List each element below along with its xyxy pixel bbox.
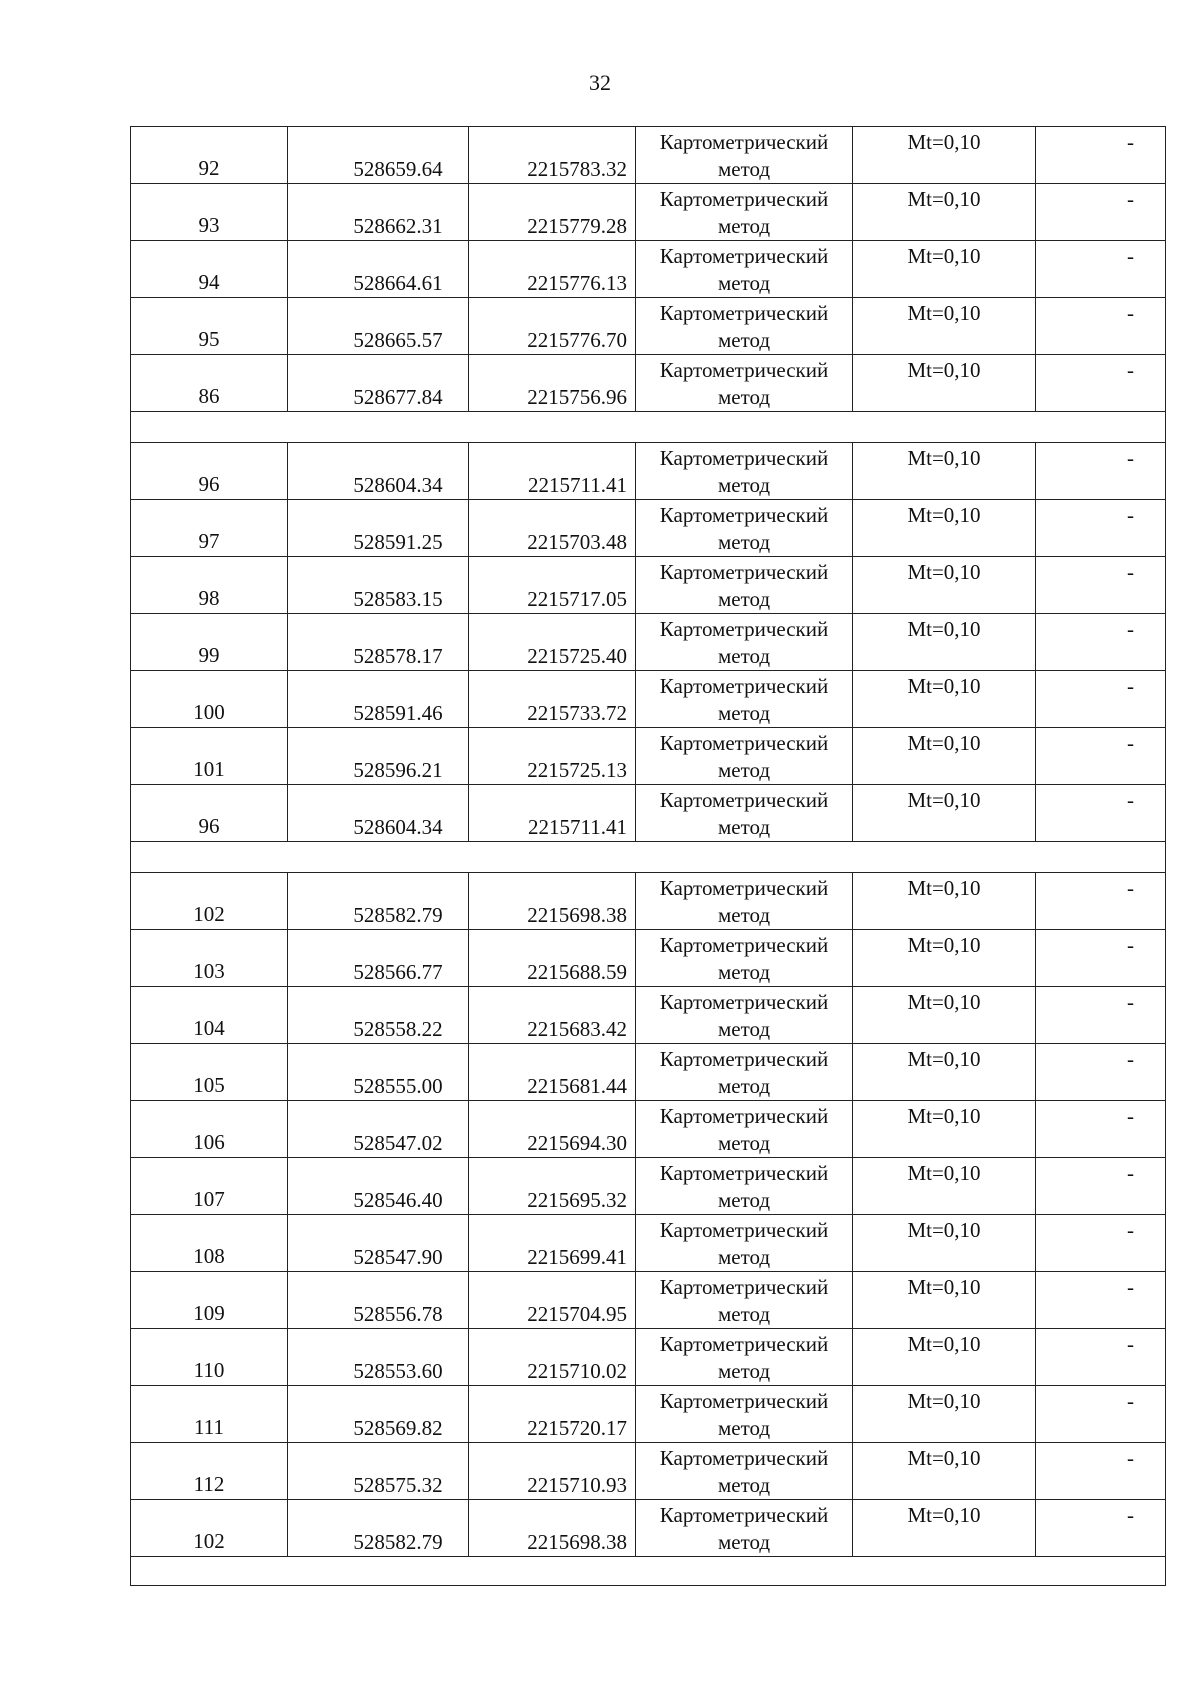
table-row xyxy=(131,728,1166,785)
method-text: Картометрический xyxy=(659,358,829,382)
table-row xyxy=(131,500,1166,557)
accuracy-cell: Mt=0,10 xyxy=(853,785,1036,842)
method-text: метод xyxy=(717,328,771,352)
note-cell: - xyxy=(1036,184,1166,241)
point-number-cell: 102 xyxy=(131,873,288,930)
method-cell xyxy=(636,443,853,500)
method-cell xyxy=(636,355,853,412)
point-number-cell: 102 xyxy=(131,1500,288,1557)
method-cell xyxy=(636,987,853,1044)
y-coordinate-cell: 2215756.96 xyxy=(469,355,636,412)
accuracy-cell: Mt=0,10 xyxy=(853,1443,1036,1500)
method-cell xyxy=(636,184,853,241)
note-cell: - xyxy=(1036,1272,1166,1329)
x-coordinate-cell: 528547.90 xyxy=(288,1215,469,1272)
x-coordinate-cell: 528604.34 xyxy=(288,785,469,842)
table-row xyxy=(131,1101,1166,1158)
x-coordinate-cell: 528569.82 xyxy=(288,1386,469,1443)
y-coordinate-cell: 2215704.95 xyxy=(469,1272,636,1329)
y-coordinate-cell: 2215698.38 xyxy=(469,873,636,930)
x-coordinate-cell: 528604.34 xyxy=(288,443,469,500)
method-cell xyxy=(636,1215,853,1272)
method-text: метод xyxy=(717,1530,771,1554)
y-coordinate-cell: 2215710.02 xyxy=(469,1329,636,1386)
method-text: Картометрический xyxy=(659,244,829,268)
y-coordinate-cell: 2215776.13 xyxy=(469,241,636,298)
method-cell xyxy=(636,127,853,184)
accuracy-cell: Mt=0,10 xyxy=(853,728,1036,785)
note-cell: - xyxy=(1036,930,1166,987)
note-cell: - xyxy=(1036,1101,1166,1158)
separator-cell xyxy=(131,412,1166,443)
note-cell: - xyxy=(1036,728,1166,785)
table-row xyxy=(131,443,1166,500)
point-number-cell: 96 xyxy=(131,785,288,842)
method-text: Картометрический xyxy=(659,503,829,527)
method-text: Картометрический xyxy=(659,1047,829,1071)
note-cell: - xyxy=(1036,443,1166,500)
x-coordinate-cell: 528555.00 xyxy=(288,1044,469,1101)
method-text: Картометрический xyxy=(659,560,829,584)
table-row xyxy=(131,1500,1166,1557)
x-coordinate-cell: 528578.17 xyxy=(288,614,469,671)
method-text: метод xyxy=(717,1359,771,1383)
y-coordinate-cell: 2215717.05 xyxy=(469,557,636,614)
note-cell: - xyxy=(1036,500,1166,557)
method-text: Картометрический xyxy=(659,731,829,755)
point-number-cell: 107 xyxy=(131,1158,288,1215)
method-text: Картометрический xyxy=(659,1218,829,1242)
method-text: Картометрический xyxy=(659,788,829,812)
method-cell xyxy=(636,873,853,930)
note-cell: - xyxy=(1036,355,1166,412)
y-coordinate-cell: 2215720.17 xyxy=(469,1386,636,1443)
method-text: метод xyxy=(717,1017,771,1041)
method-text: метод xyxy=(717,214,771,238)
contour-separator-row xyxy=(131,1557,1166,1586)
point-number-cell: 92 xyxy=(131,127,288,184)
method-text: метод xyxy=(717,1245,771,1269)
accuracy-cell: Mt=0,10 xyxy=(853,557,1036,614)
x-coordinate-cell: 528662.31 xyxy=(288,184,469,241)
point-number-cell: 94 xyxy=(131,241,288,298)
x-coordinate-cell: 528591.25 xyxy=(288,500,469,557)
x-coordinate-cell: 528556.78 xyxy=(288,1272,469,1329)
point-number-cell: 93 xyxy=(131,184,288,241)
point-number-cell: 101 xyxy=(131,728,288,785)
y-coordinate-cell: 2215695.32 xyxy=(469,1158,636,1215)
method-cell xyxy=(636,298,853,355)
y-coordinate-cell: 2215725.40 xyxy=(469,614,636,671)
method-text: метод xyxy=(717,644,771,668)
accuracy-cell: Mt=0,10 xyxy=(853,443,1036,500)
accuracy-cell: Mt=0,10 xyxy=(853,1329,1036,1386)
x-coordinate-cell: 528575.32 xyxy=(288,1443,469,1500)
y-coordinate-cell: 2215683.42 xyxy=(469,987,636,1044)
accuracy-cell: Mt=0,10 xyxy=(853,987,1036,1044)
accuracy-cell: Mt=0,10 xyxy=(853,930,1036,987)
table-row xyxy=(131,557,1166,614)
table-row xyxy=(131,1158,1166,1215)
method-cell xyxy=(636,1500,853,1557)
method-text: метод xyxy=(717,1473,771,1497)
x-coordinate-cell: 528582.79 xyxy=(288,1500,469,1557)
method-text: Картометрический xyxy=(659,674,829,698)
note-cell: - xyxy=(1036,1044,1166,1101)
x-coordinate-cell: 528591.46 xyxy=(288,671,469,728)
table-row xyxy=(131,614,1166,671)
method-text: метод xyxy=(717,1131,771,1155)
accuracy-cell: Mt=0,10 xyxy=(853,1158,1036,1215)
y-coordinate-cell: 2215779.28 xyxy=(469,184,636,241)
method-text: Картометрический xyxy=(659,876,829,900)
accuracy-cell: Mt=0,10 xyxy=(853,355,1036,412)
method-cell xyxy=(636,614,853,671)
separator-cell xyxy=(131,1557,1166,1586)
coordinates-table xyxy=(130,126,1166,1586)
note-cell: - xyxy=(1036,241,1166,298)
method-text: метод xyxy=(717,960,771,984)
accuracy-cell: Mt=0,10 xyxy=(853,184,1036,241)
table-row xyxy=(131,1272,1166,1329)
point-number-cell: 100 xyxy=(131,671,288,728)
method-text: Картометрический xyxy=(659,1332,829,1356)
accuracy-cell: Mt=0,10 xyxy=(853,1272,1036,1329)
y-coordinate-cell: 2215711.41 xyxy=(469,443,636,500)
method-cell xyxy=(636,1158,853,1215)
table-row xyxy=(131,241,1166,298)
table-row xyxy=(131,355,1166,412)
point-number-cell: 106 xyxy=(131,1101,288,1158)
accuracy-cell: Mt=0,10 xyxy=(853,127,1036,184)
note-cell: - xyxy=(1036,557,1166,614)
method-text: Картометрический xyxy=(659,1104,829,1128)
accuracy-cell: Mt=0,10 xyxy=(853,1044,1036,1101)
x-coordinate-cell: 528596.21 xyxy=(288,728,469,785)
method-cell xyxy=(636,1044,853,1101)
method-text: метод xyxy=(717,587,771,611)
note-cell: - xyxy=(1036,127,1166,184)
point-number-cell: 108 xyxy=(131,1215,288,1272)
y-coordinate-cell: 2215698.38 xyxy=(469,1500,636,1557)
method-text: метод xyxy=(717,1074,771,1098)
coordinates-table-body xyxy=(131,127,1166,1586)
method-cell xyxy=(636,1272,853,1329)
point-number-cell: 112 xyxy=(131,1443,288,1500)
note-cell: - xyxy=(1036,987,1166,1044)
point-number-cell: 104 xyxy=(131,987,288,1044)
note-cell: - xyxy=(1036,1215,1166,1272)
point-number-cell: 95 xyxy=(131,298,288,355)
method-cell xyxy=(636,500,853,557)
method-text: Картометрический xyxy=(659,1275,829,1299)
y-coordinate-cell: 2215703.48 xyxy=(469,500,636,557)
y-coordinate-cell: 2215725.13 xyxy=(469,728,636,785)
accuracy-cell: Mt=0,10 xyxy=(853,614,1036,671)
accuracy-cell: Mt=0,10 xyxy=(853,241,1036,298)
method-text: метод xyxy=(717,903,771,927)
method-text: метод xyxy=(717,1188,771,1212)
accuracy-cell: Mt=0,10 xyxy=(853,1386,1036,1443)
note-cell: - xyxy=(1036,671,1166,728)
point-number-cell: 109 xyxy=(131,1272,288,1329)
method-cell xyxy=(636,785,853,842)
table-row xyxy=(131,1044,1166,1101)
method-text: метод xyxy=(717,815,771,839)
method-text: Картометрический xyxy=(659,1503,829,1527)
table-row xyxy=(131,127,1166,184)
method-text: Картометрический xyxy=(659,130,829,154)
note-cell: - xyxy=(1036,1158,1166,1215)
method-text: метод xyxy=(717,530,771,554)
x-coordinate-cell: 528566.77 xyxy=(288,930,469,987)
table-row xyxy=(131,785,1166,842)
note-cell: - xyxy=(1036,1386,1166,1443)
method-text: метод xyxy=(717,385,771,409)
x-coordinate-cell: 528558.22 xyxy=(288,987,469,1044)
table-row xyxy=(131,1443,1166,1500)
method-text: Картометрический xyxy=(659,617,829,641)
accuracy-cell: Mt=0,10 xyxy=(853,298,1036,355)
x-coordinate-cell: 528665.57 xyxy=(288,298,469,355)
point-number-cell: 105 xyxy=(131,1044,288,1101)
table-row xyxy=(131,987,1166,1044)
note-cell: - xyxy=(1036,873,1166,930)
table-row xyxy=(131,184,1166,241)
y-coordinate-cell: 2215711.41 xyxy=(469,785,636,842)
table-row xyxy=(131,930,1166,987)
table-row xyxy=(131,298,1166,355)
table-row xyxy=(131,1329,1166,1386)
page-number: 32 xyxy=(589,70,611,95)
point-number-cell: 86 xyxy=(131,355,288,412)
x-coordinate-cell: 528664.61 xyxy=(288,241,469,298)
contour-separator-row xyxy=(131,842,1166,873)
method-cell xyxy=(636,1443,853,1500)
point-number-cell: 111 xyxy=(131,1386,288,1443)
accuracy-cell: Mt=0,10 xyxy=(853,1101,1036,1158)
note-cell: - xyxy=(1036,785,1166,842)
method-text: Картометрический xyxy=(659,1446,829,1470)
x-coordinate-cell: 528583.15 xyxy=(288,557,469,614)
separator-cell xyxy=(131,842,1166,873)
method-text: метод xyxy=(717,271,771,295)
y-coordinate-cell: 2215733.72 xyxy=(469,671,636,728)
note-cell: - xyxy=(1036,1443,1166,1500)
x-coordinate-cell: 528582.79 xyxy=(288,873,469,930)
point-number-cell: 110 xyxy=(131,1329,288,1386)
method-text: Картометрический xyxy=(659,446,829,470)
table-row xyxy=(131,873,1166,930)
x-coordinate-cell: 528547.02 xyxy=(288,1101,469,1158)
x-coordinate-cell: 528546.40 xyxy=(288,1158,469,1215)
y-coordinate-cell: 2215710.93 xyxy=(469,1443,636,1500)
y-coordinate-cell: 2215776.70 xyxy=(469,298,636,355)
accuracy-cell: Mt=0,10 xyxy=(853,1500,1036,1557)
note-cell: - xyxy=(1036,298,1166,355)
x-coordinate-cell: 528553.60 xyxy=(288,1329,469,1386)
y-coordinate-cell: 2215681.44 xyxy=(469,1044,636,1101)
point-number-cell: 103 xyxy=(131,930,288,987)
y-coordinate-cell: 2215783.32 xyxy=(469,127,636,184)
method-text: метод xyxy=(717,1416,771,1440)
accuracy-cell: Mt=0,10 xyxy=(853,873,1036,930)
accuracy-cell: Mt=0,10 xyxy=(853,671,1036,728)
contour-separator-row xyxy=(131,412,1166,443)
method-text: Картометрический xyxy=(659,301,829,325)
method-cell xyxy=(636,557,853,614)
point-number-cell: 99 xyxy=(131,614,288,671)
method-text: Картометрический xyxy=(659,990,829,1014)
method-text: Картометрический xyxy=(659,933,829,957)
method-text: метод xyxy=(717,701,771,725)
y-coordinate-cell: 2215688.59 xyxy=(469,930,636,987)
y-coordinate-cell: 2215699.41 xyxy=(469,1215,636,1272)
point-number-cell: 97 xyxy=(131,500,288,557)
note-cell: - xyxy=(1036,614,1166,671)
table-row xyxy=(131,1386,1166,1443)
method-cell xyxy=(636,671,853,728)
method-cell xyxy=(636,1101,853,1158)
note-cell: - xyxy=(1036,1329,1166,1386)
x-coordinate-cell: 528659.64 xyxy=(288,127,469,184)
method-cell xyxy=(636,241,853,298)
table-row xyxy=(131,1215,1166,1272)
method-text: Картометрический xyxy=(659,1389,829,1413)
method-cell xyxy=(636,1386,853,1443)
accuracy-cell: Mt=0,10 xyxy=(853,500,1036,557)
accuracy-cell: Mt=0,10 xyxy=(853,1215,1036,1272)
note-cell: - xyxy=(1036,1500,1166,1557)
x-coordinate-cell: 528677.84 xyxy=(288,355,469,412)
method-text: метод xyxy=(717,1302,771,1326)
method-cell xyxy=(636,1329,853,1386)
method-cell xyxy=(636,930,853,987)
method-text: метод xyxy=(717,473,771,497)
point-number-cell: 98 xyxy=(131,557,288,614)
point-number-cell: 96 xyxy=(131,443,288,500)
method-text: Картометрический xyxy=(659,1161,829,1185)
method-text: Картометрический xyxy=(659,187,829,211)
method-text: метод xyxy=(717,157,771,181)
y-coordinate-cell: 2215694.30 xyxy=(469,1101,636,1158)
table-row xyxy=(131,671,1166,728)
method-text: метод xyxy=(717,758,771,782)
method-cell xyxy=(636,728,853,785)
